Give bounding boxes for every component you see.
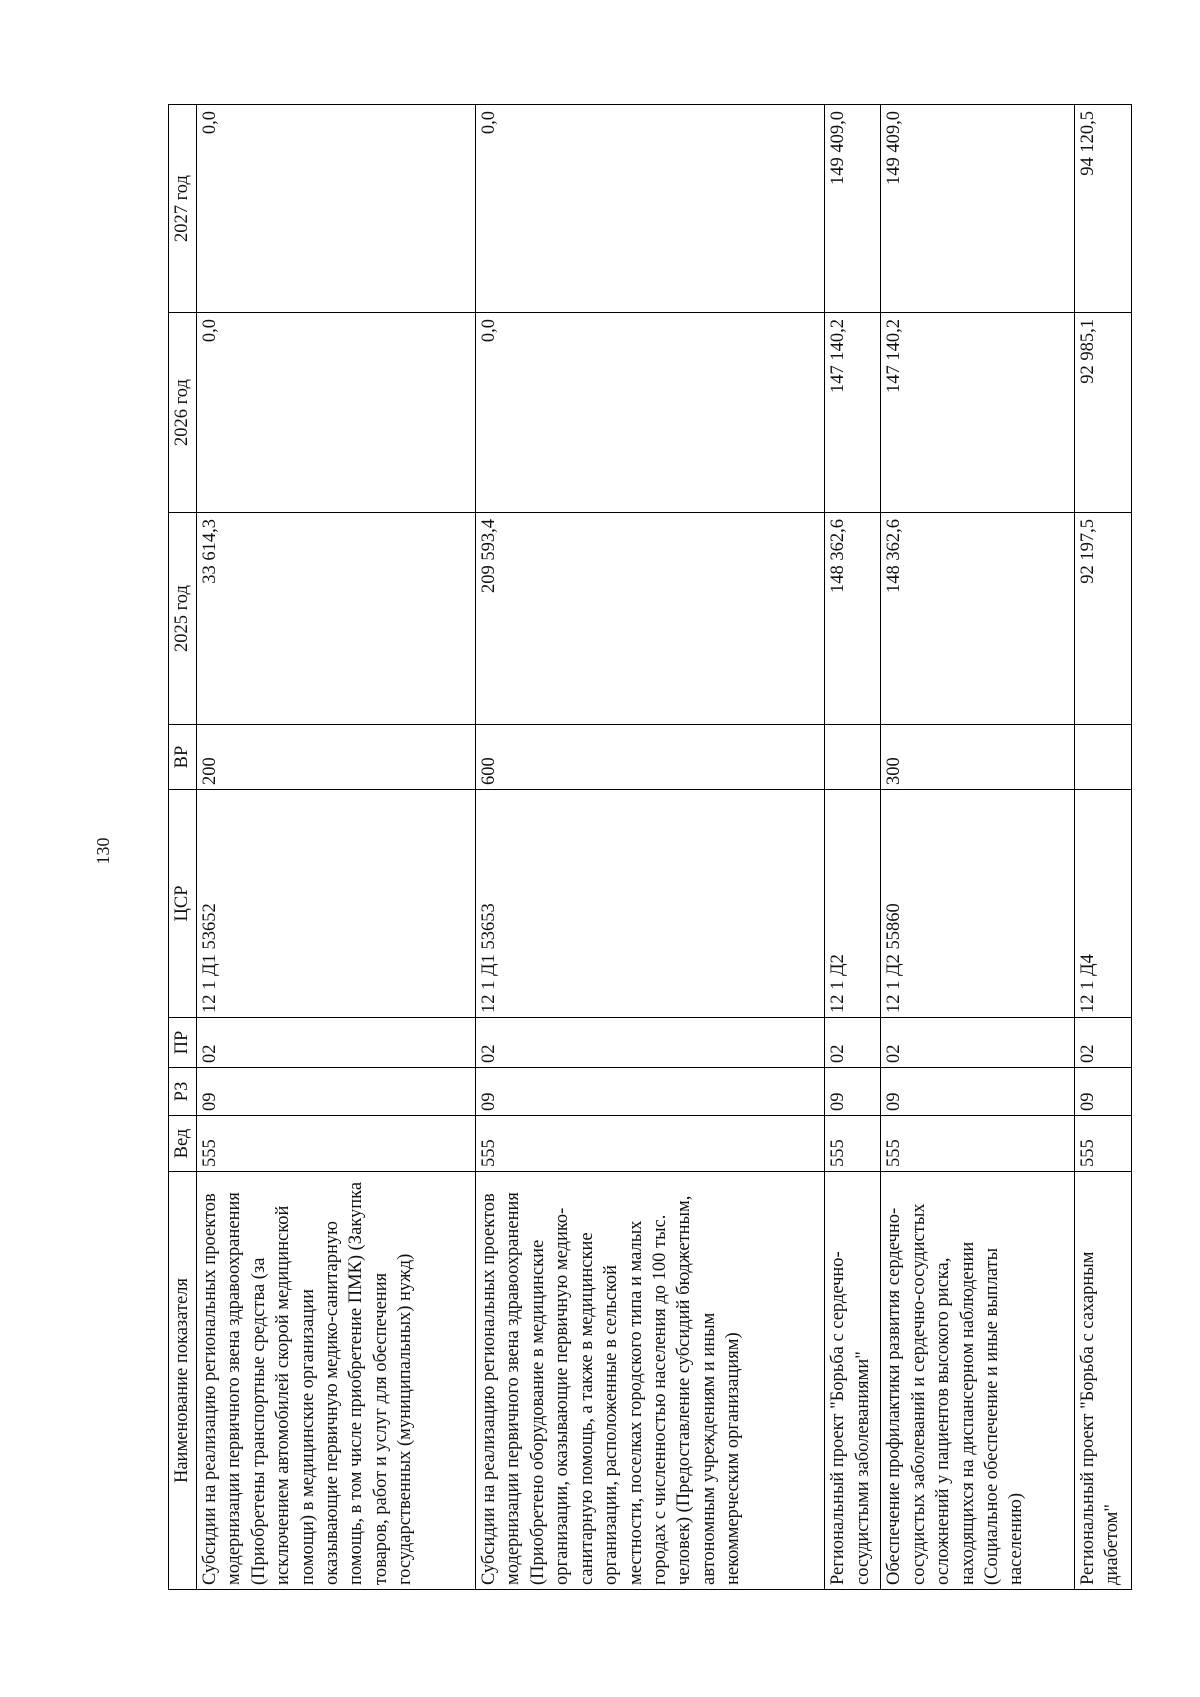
header-2026: 2026 год [169,313,197,513]
header-2027: 2027 год [169,105,197,313]
row-2027: 149 409,0 [825,105,881,313]
row-name: Обеспечение профилактики развития сердечно-сосудистых заболеваний и сердечно-сосудистых осложнений у пациентов высокого риска, находящихся на диспансерном наблюдении (Социальное обеспечение и иные выплаты населению) [881,1172,1075,1590]
row-ved: 555 [825,1116,881,1172]
row-vr [825,725,881,790]
table-row [197,105,476,1590]
row-2027: 0,0 [476,105,825,313]
row-2026: 0,0 [197,313,476,513]
row-2026: 147 140,2 [881,313,1075,513]
row-name: Субсидии на реализацию региональных проектов модернизации первичного звена здравоохранения (Приобретено оборудование в медицинские организации, оказывающие первичную медико-санитарную помощь, а также в медицинские организации, расположенные в сельской местности, поселках городского типа и малых городах с численностью населения до 100 тыс. человек) (Предоставление субсидий бюджетным, автономным учреждениям и иным некоммерческим организациям) [476,1172,825,1590]
row-2025: 148 362,6 [825,513,881,725]
row-ved: 555 [476,1116,825,1172]
header-pr: ПР [169,1018,197,1068]
header-name: Наименование показателя [169,1172,197,1590]
row-csr: 12 1 Д2 [825,790,881,1018]
row-2027: 0,0 [197,105,476,313]
row-pr: 02 [881,1018,1075,1068]
row-2025: 33 614,3 [197,513,476,725]
table-row [476,105,825,1590]
header-2025: 2025 год [169,513,197,725]
row-rz: 09 [1074,1068,1131,1116]
row-pr: 02 [825,1018,881,1068]
row-name: Региональный проект "Борьба с сахарным диабетом" [1074,1172,1131,1590]
table-row [1074,105,1131,1590]
budget-table [168,104,1132,1590]
page-number: 130 [93,837,113,865]
table-header-row [169,105,197,1590]
row-ved: 555 [881,1116,1075,1172]
row-2025: 148 362,6 [881,513,1075,725]
row-2025: 92 197,5 [1074,513,1131,725]
row-name: Субсидии на реализацию региональных проектов модернизации первичного звена здравоохранения (Приобретены транспортные средства (за исключением автомобилей скорой медицинской помощи) в медицинские организации оказывающие первичную медико-санитарную помощь, в том числе приобретение ПМК) (Закупка товаров, работ и услуг для обеспечения государственных (муниципальных) нужд) [197,1172,476,1590]
row-name: Региональный проект "Борьба с сердечно-сосудистыми заболеваниями" [825,1172,881,1590]
row-csr: 12 1 Д4 [1074,790,1131,1018]
header-vr: ВР [169,725,197,790]
row-ved: 555 [1074,1116,1131,1172]
row-2027: 149 409,0 [881,105,1075,313]
row-2027: 94 120,5 [1074,105,1131,313]
row-rz: 09 [476,1068,825,1116]
row-csr: 12 1 Д1 53652 [197,790,476,1018]
row-ved: 555 [197,1116,476,1172]
row-2026: 0,0 [476,313,825,513]
row-vr: 600 [476,725,825,790]
row-vr: 200 [197,725,476,790]
row-csr: 12 1 Д2 55860 [881,790,1075,1018]
row-vr [1074,725,1131,790]
table-row [825,105,881,1590]
row-2025: 209 593,4 [476,513,825,725]
table-row [881,105,1075,1590]
row-csr: 12 1 Д1 53653 [476,790,825,1018]
row-pr: 02 [1074,1018,1131,1068]
row-pr: 02 [476,1018,825,1068]
row-vr: 300 [881,725,1075,790]
row-rz: 09 [197,1068,476,1116]
header-csr: ЦСР [169,790,197,1018]
header-rz: РЗ [169,1068,197,1116]
rotated-table-container [168,105,1132,1590]
row-2026: 92 985,1 [1074,313,1131,513]
row-2026: 147 140,2 [825,313,881,513]
row-rz: 09 [881,1068,1075,1116]
row-pr: 02 [197,1018,476,1068]
row-rz: 09 [825,1068,881,1116]
header-ved: Вед [169,1116,197,1172]
